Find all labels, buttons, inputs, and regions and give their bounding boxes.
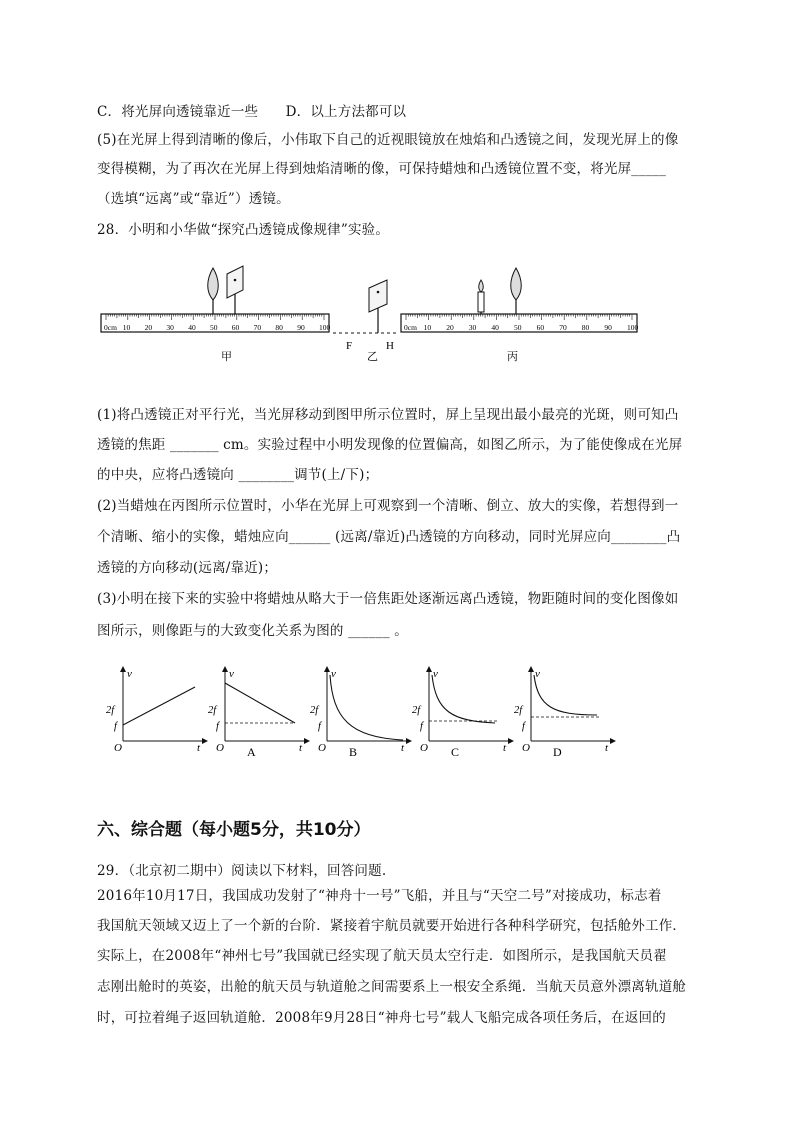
candle-flame-icon — [208, 268, 219, 300]
label-jia: 甲 — [221, 351, 232, 363]
ruler-tick-label: 20 — [446, 323, 454, 332]
graph-B — [310, 668, 409, 759]
ruler-tick-label: 30 — [166, 323, 174, 332]
twof-label: 2f — [208, 705, 217, 716]
f-label: f — [318, 721, 321, 732]
option-label: A — [247, 745, 256, 759]
candle-icon — [478, 292, 484, 312]
text-line-7: 透镜的焦距 _______ cm。实验过程中小明发现像的位置偏高，如图乙所示，为了能使像成在光屏 — [97, 437, 683, 453]
v-axis-label: v — [331, 668, 336, 680]
ruler-tick-label: 80 — [275, 323, 283, 332]
ruler-tick-label: 20 — [144, 323, 153, 332]
graph-given — [106, 668, 205, 754]
label-F: F — [346, 340, 353, 352]
text-line-17: 实际上，在2008年“神州七号”我国就已经实现了航天员太空行走．如图所示，是我国航天员翟 — [97, 948, 667, 964]
text-line-11: 透镜的方向移动(远离/靠近)； — [97, 560, 278, 576]
t-axis-label: t — [197, 742, 201, 754]
image-flame-icon — [511, 268, 522, 300]
ruler-tick-label: 0cm — [104, 323, 117, 332]
option-label: B — [349, 745, 358, 759]
text-line-14: 29．（北京初二期中）阅读以下材料，回答问题. — [97, 863, 387, 879]
option-label: D — [553, 745, 562, 759]
label-yi: 乙 — [367, 351, 378, 363]
label-H: H — [386, 340, 394, 352]
graph-A — [208, 668, 307, 759]
origin-label: O — [318, 742, 326, 754]
graph-curve — [225, 683, 295, 723]
text-line-16: 我国航天领域又迈上了一个新的台阶．紧接着宇航员就要开始进行各种科学研究，包括舱外工作． — [97, 918, 687, 934]
ruler-tick-label: 30 — [468, 323, 477, 332]
graph-D — [514, 668, 613, 759]
t-axis-label: t — [503, 742, 507, 754]
ruler-jia-ticks — [104, 314, 331, 332]
option-label: C — [451, 745, 460, 759]
origin-label: O — [420, 742, 428, 754]
ruler-bing — [401, 268, 639, 332]
text-line-15: 2016年10月17日，我国成功发射了“神舟十一号”飞船，并且与“天空二号”对接成功，标志着 — [97, 888, 662, 904]
ruler-tick-label: 40 — [188, 323, 196, 332]
ruler-tick-label: 60 — [231, 323, 240, 332]
text-line-3: 变得模糊，为了再次在光屏上得到烛焰清晰的像，可保持蜡烛和凸透镜位置不变，将光屏_____ — [97, 161, 667, 177]
graph-curve — [534, 675, 597, 715]
text-line-6: (1)将凸透镜正对平行光，当光屏移动到图甲所示位置时，屏上呈现出最小最亮的光斑，则可知凸 — [97, 407, 679, 423]
t-axis-label: t — [401, 742, 405, 754]
text-line-10: 个清晰、缩小的实像，蜡烛应向______ (远离/靠近)凸透镜的方向移动，同时光屏应向________凸 — [97, 529, 681, 545]
ruler-tick-label: 50 — [514, 323, 522, 332]
f-label: f — [114, 721, 117, 732]
f-label: f — [420, 721, 423, 732]
ruler-tick-label: 80 — [581, 323, 590, 332]
ruler-tick-label: 70 — [559, 323, 567, 332]
v-axis-label: v — [127, 668, 132, 680]
graph-curve — [123, 687, 195, 725]
text-line-4: （选填“远离”或“靠近”）透镜。 — [97, 191, 290, 207]
text-line-19: 时，可拉着绳子返回轨道舱．2008年9月28日“神舟七号”载人飞船完成各项任务后，在返回的 — [97, 1010, 666, 1026]
origin-label: O — [216, 742, 224, 754]
figure-yi — [333, 280, 397, 352]
image-distance-graphs — [105, 663, 625, 763]
ruler-tick-label: 60 — [536, 323, 545, 332]
ruler-tick-label: 40 — [491, 323, 499, 332]
twof-label: 2f — [412, 705, 421, 716]
graph-curve — [330, 675, 403, 740]
v-axis-label: v — [433, 668, 438, 680]
ruler-tick-label: 0cm — [404, 323, 417, 332]
ruler-tick-label: 10 — [423, 323, 432, 332]
ruler-jia — [101, 266, 331, 332]
text-line-9: (2)当蜡烛在丙图所示位置时，小华在光屏上可观察到一个清晰、倒立、放大的实像，若想得到一 — [97, 498, 679, 514]
t-axis-label: t — [605, 742, 609, 754]
f-label: f — [216, 721, 219, 732]
t-axis-label: t — [299, 742, 303, 754]
v-axis-label: v — [229, 668, 234, 680]
graph-curve — [432, 675, 495, 723]
text-line-18: 志刚出舱时的英姿，出舱的航天员与轨道舱之间需要系上一根安全系绳．当航天员意外漂离轨道舱 — [97, 979, 687, 995]
ruler-tick-label: 90 — [297, 323, 305, 332]
text-line-12: (3)小明在接下来的实验中将蜡烛从略大于一倍焦距处逐渐远离凸透镜，物距随时间的变化图像如 — [97, 591, 679, 607]
optical-bench-figure — [97, 262, 642, 372]
f-label: f — [522, 721, 525, 732]
ruler-tick-label: 100 — [319, 323, 331, 332]
ruler-tick-label: 10 — [122, 323, 131, 332]
ruler-tick-label: 70 — [253, 323, 262, 332]
ruler-tick-label: 50 — [210, 323, 218, 332]
text-line-8: 的中央，应将凸透镜向 ________调节(上/下)； — [97, 467, 379, 483]
ruler-tick-label: 100 — [627, 323, 639, 332]
light-screen-yi-icon — [369, 280, 387, 312]
text-line-13: 图所示，则像距与的大致变化关系为图的 ______ 。 — [97, 623, 408, 639]
twof-label: 2f — [310, 705, 319, 716]
ruler-bing-ticks — [404, 314, 639, 332]
light-screen-icon — [227, 266, 243, 298]
text-line-5: 28．小明和小华做“探究凸透镜成像规律”实验。 — [97, 222, 390, 238]
text-line-2: (5)在光屏上得到清晰的像后，小伟取下自己的近视眼镜放在烛焰和凸透镜之间，发现光屏上的像 — [97, 132, 679, 148]
origin-label: O — [522, 742, 530, 754]
origin-label: O — [114, 742, 122, 754]
twof-label: 2f — [514, 705, 523, 716]
graph-C — [412, 668, 511, 759]
v-axis-label: v — [535, 668, 540, 680]
ruler-tick-label: 90 — [604, 323, 612, 332]
label-bing: 丙 — [507, 351, 518, 363]
twof-label: 2f — [106, 705, 115, 716]
text-line-1: C．将光屏向透镜靠近一些 D．以上方法都可以 — [97, 104, 407, 120]
section-heading: 六、综合题（每小题5分，共10分） — [97, 820, 371, 840]
